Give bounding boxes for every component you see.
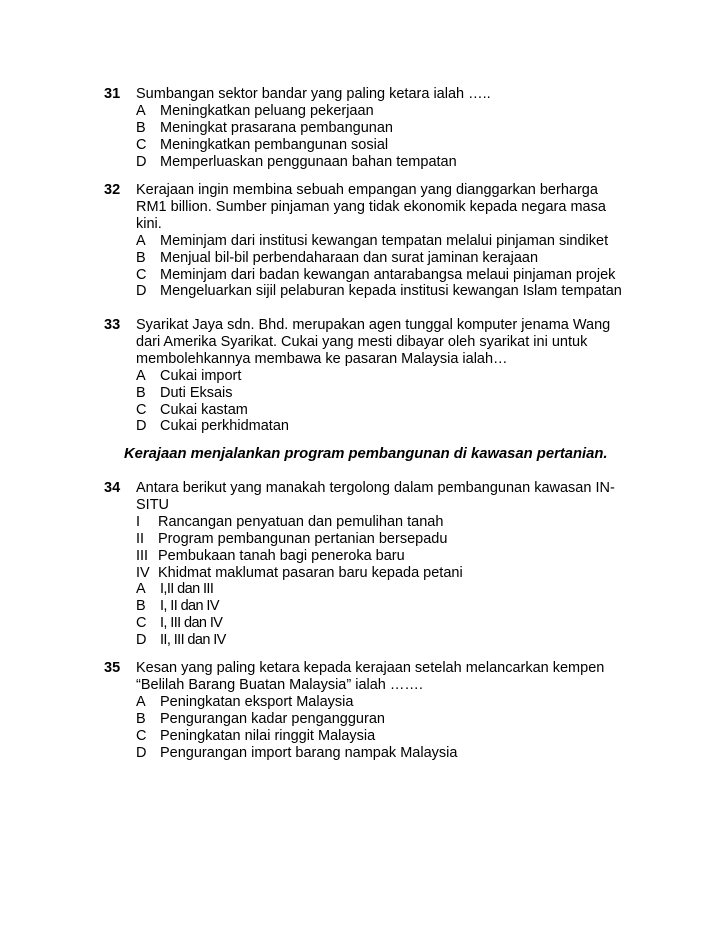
question-stem: Antara berikut yang manakah tergolong dalam pembangunan kawasan IN- SITU <box>136 480 615 513</box>
question-34 <box>104 480 624 649</box>
option-d: D II, III dan IV <box>136 632 226 649</box>
option-b: B Menjual bil-bil perbendaharaan dan surat jaminan kerajaan <box>136 249 539 266</box>
question-number: 33 <box>104 317 121 333</box>
option-d: D Mengeluarkan sijil pelaburan kepada institusi kewangan Islam tempatan <box>136 283 622 300</box>
option-d: D Cukai perkhidmatan <box>136 418 289 435</box>
question-number: 35 <box>104 660 121 676</box>
option-a: A Peningkatan eksport Malaysia <box>136 693 354 710</box>
option-a: A Meningkatkan peluang pekerjaan <box>136 102 374 119</box>
question-stem: Sumbangan sektor bandar yang paling ketara ialah ….. <box>136 86 491 102</box>
option-c: C I, III dan IV <box>136 615 223 632</box>
option-a: A Cukai import <box>136 367 242 384</box>
option-c: C Peningkatan nilai ringgit Malaysia <box>136 727 376 744</box>
option-b: B Duti Eksais <box>136 384 233 401</box>
question-35 <box>104 660 624 761</box>
option-b: B I, II dan IV <box>136 598 219 615</box>
option-a: A Meminjam dari institusi kewangan tempatan melalui pinjaman sindiket <box>136 232 609 249</box>
option-b: B Pengurangan kadar pengangguran <box>136 710 385 727</box>
option-a: A I,II dan III <box>136 581 214 598</box>
statement-ii: II Program pembangunan pertanian bersepadu <box>136 530 448 547</box>
statement-iv: IV Khidmat maklumat pasaran baru kepada petani <box>136 564 463 581</box>
question-number: 32 <box>104 182 121 198</box>
question-number: 34 <box>104 480 121 496</box>
question-stem: Kerajaan ingin membina sebuah empangan yang dianggarkan berharga RM1 billion. Sumber pinjaman yang tidak ekonomik kepada negara masa kini. <box>136 182 606 232</box>
option-d: D Pengurangan import barang nampak Malaysia <box>136 744 458 761</box>
question-number: 31 <box>104 86 121 102</box>
section-heading: Kerajaan menjalankan program pembangunan di kawasan pertanian. <box>124 446 608 462</box>
question-33 <box>104 317 624 435</box>
question-stem: Kesan yang paling ketara kepada kerajaan setelah melancarkan kempen “Belilah Barang Buatan Malaysia” ialah ……. <box>136 660 605 693</box>
question-31 <box>104 86 624 171</box>
option-d: D Memperluaskan penggunaan bahan tempatan <box>136 153 457 170</box>
option-c: C Meningkatkan pembangunan sosial <box>136 136 389 153</box>
statement-iii: III Pembukaan tanah bagi peneroka baru <box>136 547 405 564</box>
question-32 <box>104 182 624 300</box>
option-c: C Meminjam dari badan kewangan antarabangsa melaui pinjaman projek <box>136 266 616 283</box>
statement-i: I Rancangan penyatuan dan pemulihan tanah <box>136 513 444 530</box>
option-b: B Meningkat prasarana pembangunan <box>136 119 393 136</box>
option-c: C Cukai kastam <box>136 401 248 418</box>
question-stem: Syarikat Jaya sdn. Bhd. merupakan agen tunggal komputer jenama Wang dari Amerika Syarikat. Cukai yang mesti dibayar oleh syarikat ini untuk membolehkannya membawa ke pasaran Malaysia ialah… <box>136 317 611 367</box>
